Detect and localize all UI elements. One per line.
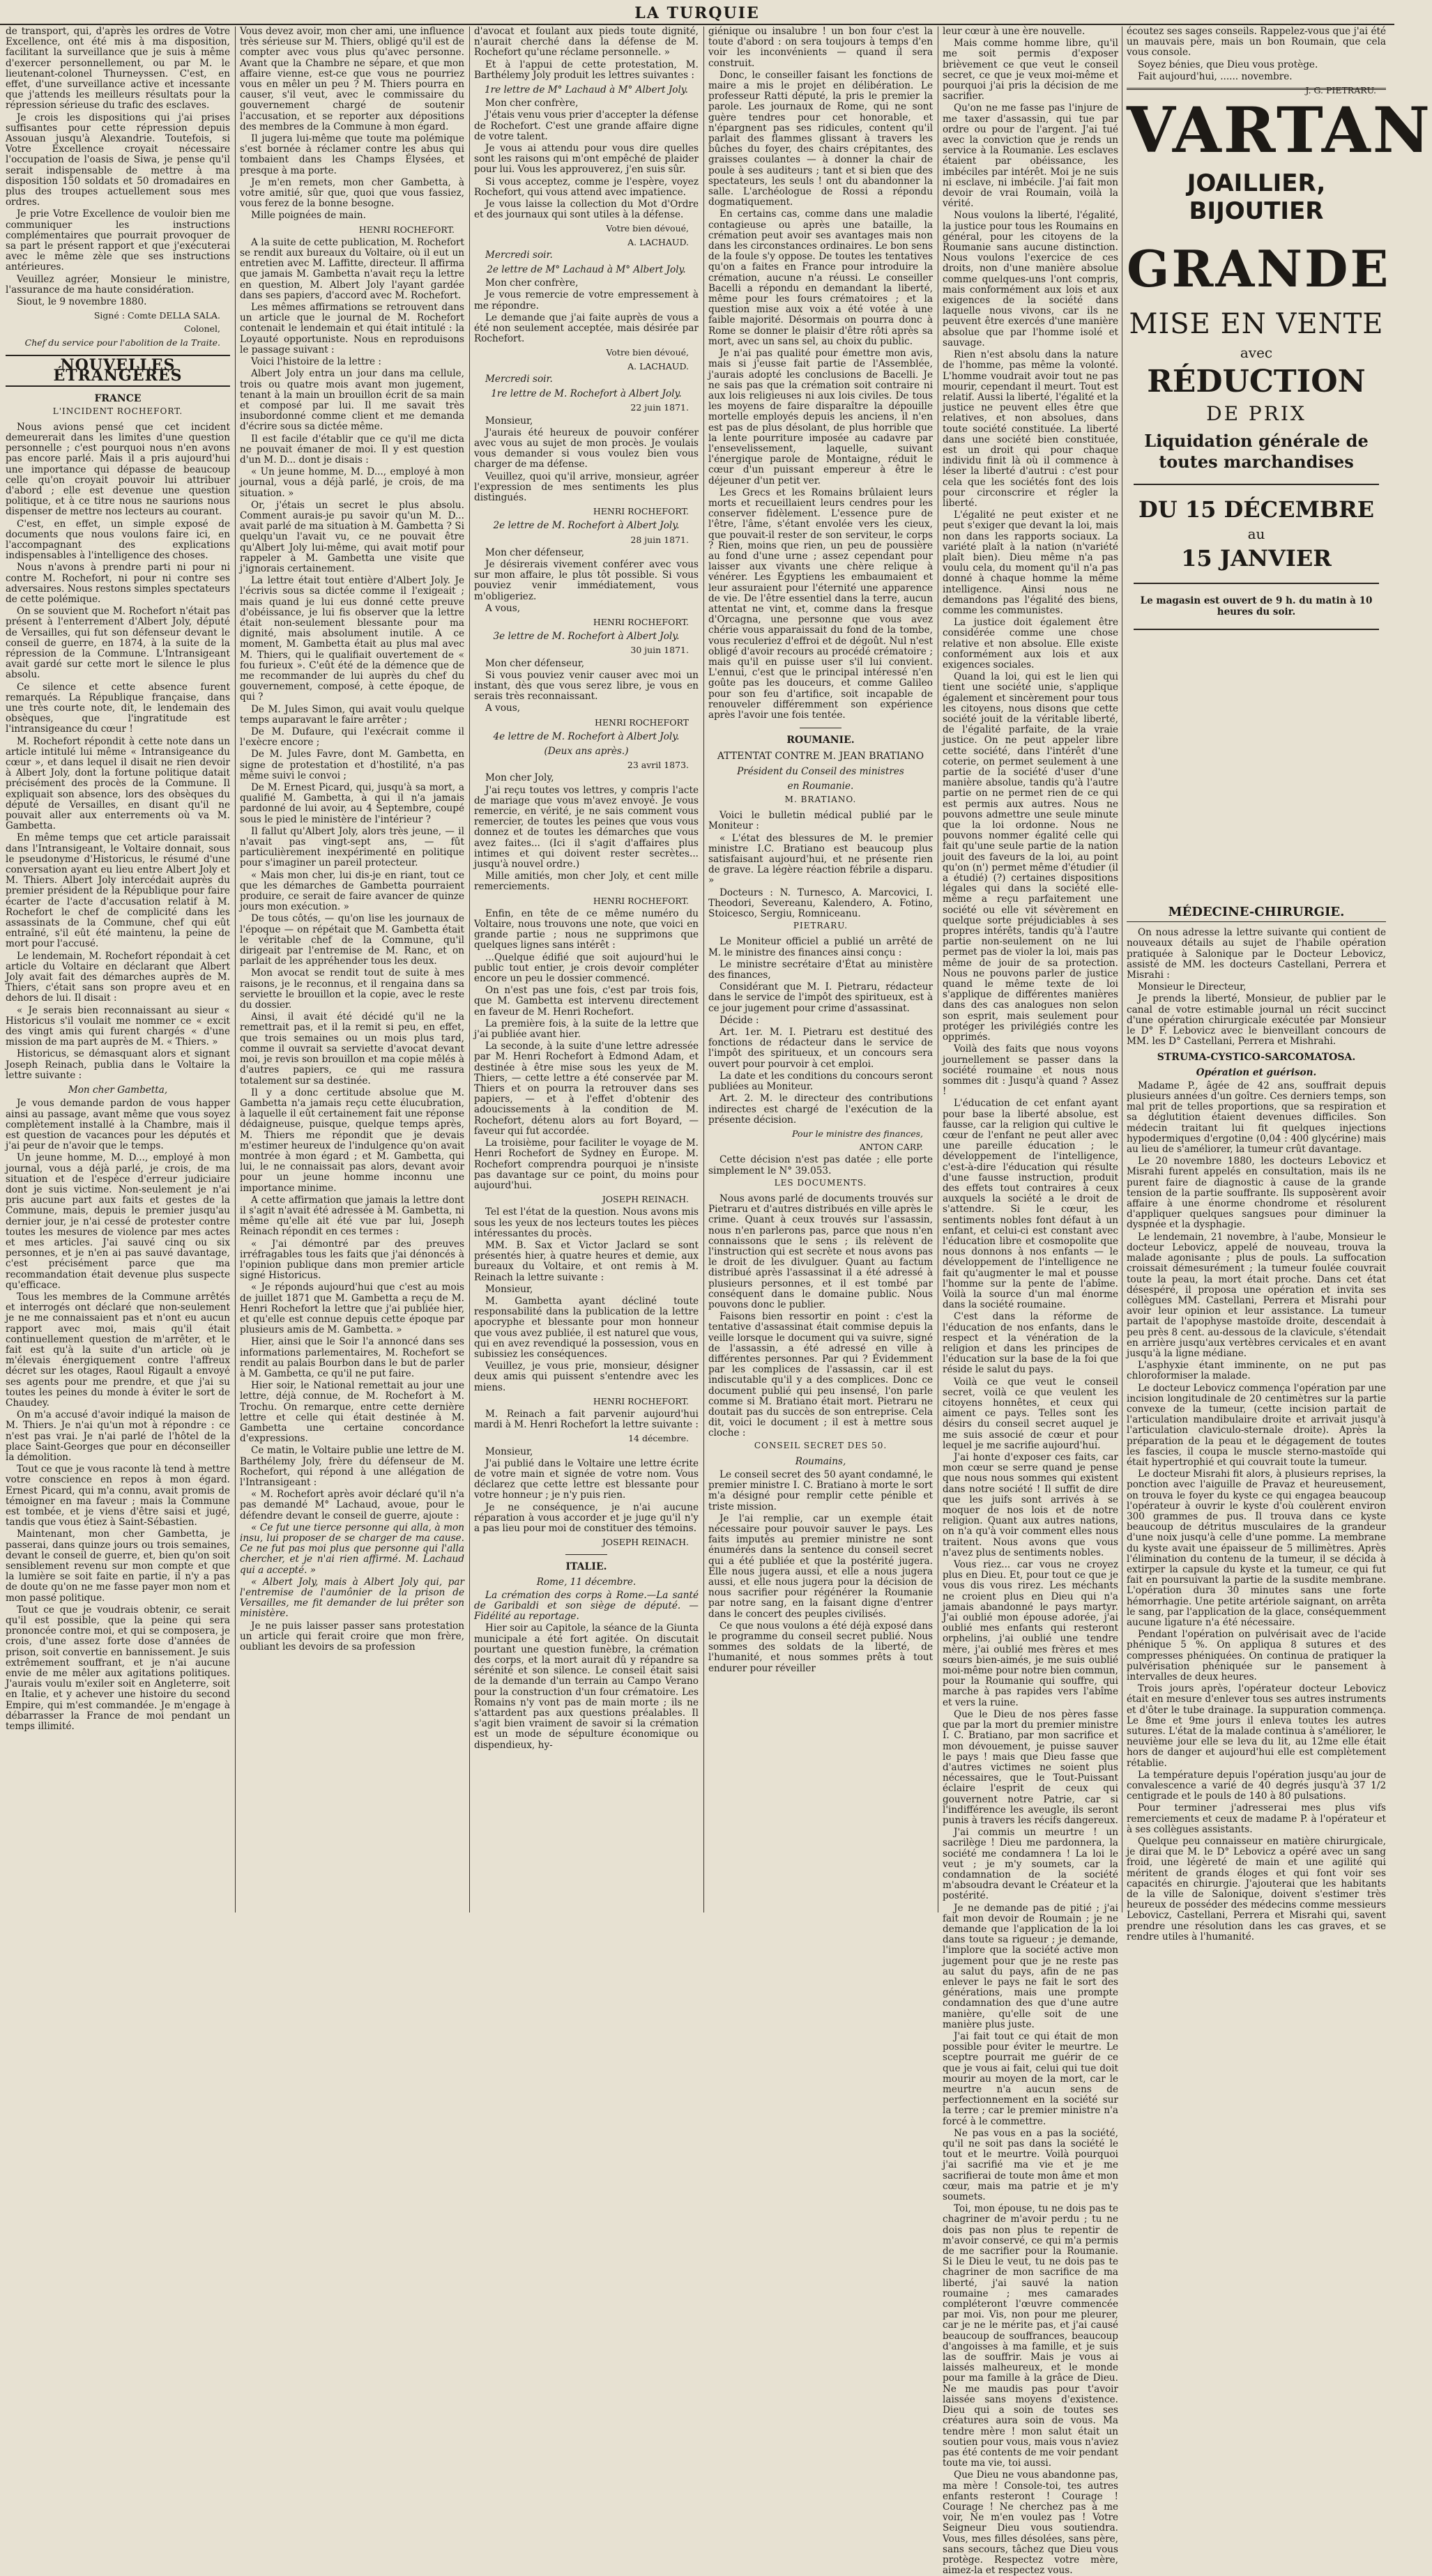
paragraph: J'étais venu vous prier d'accepter la défense de Rochefort. C'est une grande affaire digne de votre talent. bbox=[474, 109, 699, 142]
paragraph: Je désirerais vivement conférer avec vous sur mon affaire, le plus tôt possible. Si vous pouviez venir immédiatement, vous m'obligeriez. bbox=[474, 558, 699, 602]
letter-salutation: Monsieur, bbox=[485, 1446, 533, 1457]
paragraph: Voici le bulletin médical publié par le Moniteur : bbox=[708, 810, 933, 832]
paragraph: On m'a accusé d'avoir indiqué la maison de M. Thiers. Je n'ai qu'un mot à répondre : ce n'est pas vrai. Je n'ai parlé de l'hôtel de la place Saint-Georges que pour en déconseiller la démolition. bbox=[6, 1409, 230, 1463]
divider bbox=[1134, 629, 1379, 630]
ad-start-date: DU 15 DÉCEMBRE bbox=[1138, 496, 1374, 523]
ad-brand: VARTAN bbox=[1127, 93, 1432, 167]
dateline: 23 avril 1873. bbox=[627, 760, 689, 771]
paragraph: Je vous ai attendu pour vous dire quelles sont les raisons qui m'ont empêché de plaider pour lui. Vous les approuverez, j'en suis sûr. bbox=[474, 143, 699, 176]
paragraph: La première fois, à la suite de la lettre que j'ai publiée avant hier. bbox=[474, 1018, 699, 1041]
paragraph: Si vous pouviez venir causer avec moi un instant, dès que vous serez libre, je vous en serais très reconnaissant. bbox=[474, 669, 699, 703]
paragraph: La lettre était tout entière d'Albert Joly. Je l'écrivis sous sa dictée comme il l'exigeait ; mais quand je lui eus donné cette preuve d'obéissance, je lui fis observer que la lettre était non-seulement blessante pour ma dignité, mais absolument inutile. A ce moment, M. Gambetta était au plus mal avec M. Thiers, qui le qualifiait ouvertement de « fou furieux ». C'eût été de la démence que de me recommander de lui auprès du chef du gouvernement, composé, à cette époque, de qui ? bbox=[240, 575, 464, 703]
dateline: 30 juin 1871. bbox=[630, 645, 689, 656]
signature: A. LACHAUD. bbox=[627, 236, 689, 247]
letter-note: (Deux ans après.) bbox=[544, 745, 629, 757]
dateline: 28 juin 1871. bbox=[630, 534, 689, 545]
paragraph: Je vous laisse la collection du Mot d'Ordre et des journaux qui sont utiles à la défense. bbox=[474, 199, 699, 221]
quote: « J'ai démontré par des preuves irréfragables tous les faits que j'ai dénoncés à l'opinion publique dans mon premier article signé Historicus. bbox=[240, 1238, 464, 1282]
paragraph: L'égalité ne peut exister et ne peut s'exiger que devant la loi, mais non dans les rapports sociaux. La variété plaît à la nation (n'variété plaît bien). Dieu même n'a pas voulu cela, du moment qu'il n'a pas donné à chaque homme la même intelligence. Ainsi nous ne demandons pas l'égalité des biens, comme les communistes. bbox=[943, 509, 1118, 616]
paragraph: On se souvient que M. Rochefort n'était pas présent à l'enterrement d'Albert Joly, député de Versailles, qui fut son défenseur devant le conseil de guerre, en 1874, à la suite de la répression de la Commune. L'Intransigeant avait gardé sur cette mort le silence le plus absolu. bbox=[6, 606, 230, 681]
paragraph: L'éducation de cet enfant ayant pour base la liberté absolue, est fausse, car la religion qui cultive le cœur de l'enfant ne peut aller avec une pareille éducation ; le développement de l'intelligence, c'est-à-dire l'éducation qui résulte d'une fausse instruction, produit des effets tout contraires à ceux auxquels la société a le droit de s'attendre. Si le cœur, les sentiments nobles font défaut à un enfant, et celui-ci est constant avec l'éducation libre et cosmopolite que nous donnons à nos enfants — le développement de l'intelligence ne fait qu'augmenter le mal et pousse l'homme sur la pente de l'abîme. Voilà la source d'un mal énorme dans la société roumaine. bbox=[943, 1098, 1118, 1311]
letter-heading: 1re lettre de M° Lachaud à M° Albert Joly. bbox=[484, 84, 688, 96]
article-subheading: Président du Conseil des ministres bbox=[737, 765, 904, 777]
paragraph: Historicus, se démasquant alors et signant Joseph Reinach, publia dans le Voltaire la lettre suivante : bbox=[6, 1048, 230, 1081]
paragraph: Je crois les dispositions qui j'ai prises suffisantes pour cette répression depuis Assouan jusqu'à Alexandrie. Toutefois, si Votre Excellence croyait nécessaire l'occupation de l'oasis de Siwa, je pense qu'il serait indispensable de mettre à ma disposition 150 soldats et 50 dromadaires en plus des troupes actuellement sous mes ordres. bbox=[6, 112, 230, 208]
paragraph: Je ne conséquence, je n'ai aucune réparation à vous accorder et je juge qu'il n'y a pas lieu pour moi de constituer des témoins. bbox=[474, 1501, 699, 1534]
paragraph: Un jeune homme, M. D..., employé à mon journal, vous a déjà parlé, je crois, de ma situation et de l'espèce d'erreur judiciaire dont je suis victime. Non-seulement je n'ai pris aucune part aux faits et gestes de la Commune, mais, depuis le premier jusqu'au dernier jour, je n'ai cessé de protester contre toutes les mesures de violence par mes actes et mes articles. J'ai sauvé cinq ou six personnes, et je n'en ai pas sauvé davantage, c'est précisément parce que ma recommandation était devenue plus suspecte qu'efficace. bbox=[6, 1152, 230, 1291]
quote: « Ce fut une tierce personne qui alla, à mon insu, lui proposer de se charger de ma cause. Ce ne fut pas moi plus que personne qui l'alla chercher, et je n'ai rien affirmé. M. Lachaud qui a accepté. » bbox=[240, 1521, 464, 1576]
paragraph: Nous voulons la liberté, l'égalité, la justice pour tous les Roumains en général, pour les citoyens de la Roumanie sans aucune distinction. Nous voulons l'exercice de ces droits, non d'une manière absolue comme quelques-uns l'ont compris, mais conformément aux lois et aux exigences de la société dans laquelle nous vivons, car ils ne peuvent être exercés d'une manière absolue que par l'homme isolé et sauvage. bbox=[943, 210, 1118, 348]
paragraph: Pour terminer j'adresserai mes plus vifs remerciements et ceux de madame P. à l'opérateur et à ses collègues assistants. bbox=[1127, 1802, 1386, 1835]
paragraph: M. Rochefort répondit à cette note dans un article intitulé lui même « Intransigeance du cœur », et dans lequel il disait ne rien devoir à Albert Joly, dont la fortune politique datait précisément des procès de la Commune. Il expliquait son absence, lors des obsèques du député de Versailles, en disant qu'il ne pouvait aller aux enterrements où va M. Gambetta. bbox=[6, 735, 230, 832]
paragraph: Le ministre secrétaire d'État au ministère des finances, bbox=[708, 958, 933, 981]
signature: J. G. PIETRARU. bbox=[1305, 85, 1376, 96]
paragraph: Tous les membres de la Commune arrêtés et interrogés ont déclaré que non-seulement je ne me connaissaient pas et n'ont eu aucun rapport avec moi, mais qu'il était continuellement question de m'arrêter, et le fait est qu'à la suite d'un article où je m'élevais énergiquement contre l'affreux décret sur les otages, Raoul Rigault a envoyé ses agents pour me prendre, et que j'ai su toutes les peines du monde à éviter le sort de Chaudey. bbox=[6, 1291, 230, 1409]
paragraph: Madame P., âgée de 42 ans, souffrait depuis plusieurs années d'un goître. Ces derniers temps, son mal prit de telles proportions, que sa respiration et sa déglutition étaient devenues difficiles. Son médecin traitant lui fit quelques injections hypodermiques d'ergotine (0,04 : 400 glycérine) mais au lieu de s'améliorer, la tumeur crût davantage. bbox=[1127, 1080, 1386, 1156]
ad-reduction: RÉDUCTION bbox=[1147, 364, 1366, 399]
paragraph: Toi, mon épouse, tu ne dois pas te chagriner de m'avoir perdu ; tu ne dois pas non plus te repentir de m'avoir conservé, ce qui m'a permis de me sacrifier pour la Roumanie. Si le Dieu le veut, tu ne dois pas te chagriner de mon sacrifice de ma liberté, j'ai sauvé la nation roumaine ; mes camarades compléteront l'œuvre commencée par moi. Vis, non pour me pleurer, car je ne le mérite pas, et j'ai causé beaucoup de souffrances, beaucoup d'angoisses à ma famille, et je suis las de souffrir. Mais je vous ai laissés malheureux, et le monde pour ma famille à la grâce de Dieu. Ne me maudis pas pour t'avoir laissée sans moyens d'existence. Dieu qui a soin de toutes ses créatures aura soin de vous. Ma tendre mère ! mon salut était un soutien pour vous, mais vous n'aviez pas été contents de me voir pendant toute ma vie, toi aussi. bbox=[943, 2203, 1118, 2469]
article-subheading: PIETRARU. bbox=[793, 921, 848, 931]
section-heading: NOUVELLES ÉTRANGÈRES bbox=[6, 355, 230, 387]
paragraph: J'ai publié dans le Voltaire une lettre écrite de votre main et signée de votre nom. Vous déclarez que cette lettre est blessante pour votre honneur ; je n'y puis rien. bbox=[474, 1457, 699, 1501]
dateline: Siout, le 9 novembre 1880. bbox=[17, 296, 147, 308]
signature: A. LACHAUD. bbox=[627, 360, 689, 371]
paragraph: La seconde, à la suite d'une lettre adressée par M. Henri Rochefort à Edmond Adam, et destinée à être mise sous les yeux de M. Thiers, — cette lettre a été conservée par M. Thiers et on pourra la retrouver dans ses papiers, — et à l'effet d'obtenir des adoucissements à la condition de M. Rochefort, détenu alors au fort Boyard, — faveur qui fut accordée. bbox=[474, 1041, 699, 1137]
paragraph: Docteurs : N. Turnesco, A. Marcovici, I. Theodori, Severeanu, Kalendero, A. Fotino, Stoicesco, Sergiu, Romniceanu. bbox=[708, 887, 933, 920]
paragraph: Il fallut qu'Albert Joly, alors très jeune, — il n'avait pas vingt-sept ans, — fût particulièrement inexpérimenté en politique pour s'imaginer un pareil protecteur. bbox=[240, 825, 464, 869]
paragraph: Mon avocat se rendit tout de suite à mes raisons, je le reconnus, et il rengaina dans sa serviette le brouillon et la copie, avec le reste du dossier. bbox=[240, 967, 464, 1011]
column-2 bbox=[240, 26, 464, 1912]
paragraph: En certains cas, comme dans une maladie contagieuse ou après une bataille, la crémation peut avoir ses avantages mais non dans les circonstances ordinaires. Le bon sens de la foule s'y oppose. De toutes les tentatives qu'on a faites en France pour introduire la crémation, aucune n'a réussi. Le conseiller Bacelli a répondu en demandant la liberté, même pour les fours crématoires ; et la question mise aux voix a été votée à une faible majorité. Désormais on pourra donc à Rome se donner le plaisir d'être rôti après sa mort, avec un sans sel, au choix du public. bbox=[708, 208, 933, 347]
paragraph: Voici l'histoire de la lettre : bbox=[251, 356, 382, 368]
ad-end-date: 15 JANVIER bbox=[1181, 545, 1332, 572]
paragraph: Ce silence et cette absence furent remarqués. La République française, dans une très courte note, dit, le lendemain des obsèques, que l'ingratitude est l'intransigeance du cœur ! bbox=[6, 681, 230, 735]
paragraph: Je prie Votre Excellence de vouloir bien me communiquer les instructions complémentaires que pourrait provoquer de sa part le présent rapport et que j'exécuterai avec le même zèle que ses instructions antérieures. bbox=[6, 208, 230, 273]
article-subheading: CONSEIL SECRET DES 50. bbox=[754, 1440, 888, 1450]
quote: « L'état des blessures de M. le premier ministre I.C. Bratiano est beaucoup plus satisfaisant aujourd'hui, et ne présente rien de grave. La légère réaction fébrile a disparu. » bbox=[708, 832, 933, 887]
signature-title: Chef du service pour l'abolition de la Traite. bbox=[24, 337, 220, 348]
paragraph: Mille poignées de main. bbox=[251, 210, 366, 222]
paragraph: Voilà des faits que nous voyons journellement se passer dans la société roumaine et nous nous sommes dit : Jusqu'à quand ? Assez ! bbox=[943, 1043, 1118, 1098]
column-4 bbox=[708, 26, 933, 1912]
paragraph: Soyez bénies, que Dieu vous protège. bbox=[1138, 59, 1318, 70]
paragraph: Qu'on ne me fasse pas l'injure de me taxer d'assassin, qui tue par ordre ou pour de l'argent. J'ai tué avec la conviction que je rends un service à la Roumanie. Les esclaves étaient par obéissance, les imbéciles par intérêt. Moi je ne suis ni esclave, ni imbécile. J'ai fait mon devoir de vrai Roumain, voilà la vérité. bbox=[943, 102, 1118, 210]
newspaper-title: LA TURQUIE bbox=[634, 4, 760, 22]
paragraph: Or, j'étais un secret le plus absolu. Comment aurais-je pu savoir qu'un M. D... avait parlé de ma situation à M. Gambetta ? Si quelqu'un l'avait vu, ce ne pouvait être qu'Albert Joly lui-même, qui avait motif pour rappeler à M. Gambetta une visite que j'ignorais certainement. bbox=[240, 499, 464, 574]
article-heading: L'INCIDENT ROCHEFORT. bbox=[52, 406, 183, 416]
paragraph: Quelque peu connaisseur en matière chirurgicale, je dirai que M. le D° Lebovicz a opéré avec un sang froid, une légèreté de main et une agilité qui méritent de grands éloges et qui font voir ses capacités en chirurgie. J'ajouterai que les habitants de la ville de Salonique, doivent s'estimer très heureux de posséder des médecins comme messieurs Lebovicz, Castellani, Perrera et Misrahi qui, savent prendre une résolution dans les cas graves, et se rendre utiles à l'humanité. bbox=[1127, 1836, 1386, 1942]
signature: HENRI ROCHEFORT. bbox=[593, 1395, 689, 1406]
article-subheading: M. BRATIANO. bbox=[784, 795, 857, 805]
signature: HENRI ROCHEFORT bbox=[595, 716, 689, 728]
vartan-advertisement bbox=[1127, 88, 1432, 891]
paragraph: Considérant que M. I. Pietraru, rédacteur dans le service de l'impôt des spiritueux, est à ce jour jugement pour crime d'assassinat. bbox=[708, 981, 933, 1014]
letter-salutation: Mon cher confrère, bbox=[485, 277, 579, 289]
paragraph: Tout ce que je vous raconte là tend à mettre votre conscience en repos à mon égard. Ernest Picard, qui m'a connu, avait promis de témoigner en ma faveur ; mais la Commune est tombée, et je viens d'être saisi et jugé, tandis que vous étiez à Saint-Sébastien. bbox=[6, 1464, 230, 1528]
paragraph: Mille amitiés, mon cher Joly, et cent mille remerciements. bbox=[474, 871, 699, 893]
paragraph: Veuillez agréer, Monsieur le ministre, l'assurance de ma haute considération. bbox=[6, 273, 230, 296]
paragraph: M. Reinach a fait parvenir aujourd'hui mardi à M. Henri Rochefort la lettre suivante : bbox=[474, 1408, 699, 1431]
letter-salutation: Monsieur, bbox=[485, 415, 533, 427]
signature: HENRI ROCHEFORT. bbox=[593, 506, 689, 517]
paragraph: En même temps que cet article paraissait dans l'Intransigeant, le Voltaire donnait, sous le pseudonyme d'Historicus, le résumé d'une conversation ayant eu lieu entre Albert Joly et M. Thiers. Albert Joly intercédait auprès du premier président de la République pour faire écarter de l'acte d'accusation relatif à M. Rochefort le chef de complicité dans les assassinats de la Commune, chef qui eût entraîné, s'il eût été maintenu, la peine de mort pour l'accusé. bbox=[6, 832, 230, 950]
paragraph: Il est facile d'établir que ce qu'il me dicta ne pouvait émaner de moi. Il y est question d'un M. D... dont je disais : bbox=[240, 433, 464, 466]
signature-title: Pour le ministre des finances, bbox=[792, 1128, 923, 1139]
paragraph: Art. 1er. M. I. Pietraru est destitué des fonctions de rédacteur dans le service de l'impôt des spiritueux, et un concours sera ouvert pour pourvoir à cet emploi. bbox=[708, 1027, 933, 1070]
paragraph: On nous adresse la lettre suivante qui contient de nouveaux détails au sujet de l'habile opération pratiquée à Salonique par le Docteur Lebovicz, assisté de MM. les docteurs Castellani, Perrera et Misrahi : bbox=[1127, 927, 1386, 981]
paragraph: La date et les conditions du concours seront publiées au Moniteur. bbox=[708, 1070, 933, 1093]
letter-heading: 2e lettre de M° Lachaud à M° Albert Joly. bbox=[487, 264, 686, 276]
paragraph: Je n'ai pas qualité pour émettre mon avis, mais si j'eusse fait partie de l'Assemblée, j'aurais adopté les conclusions de Bacelli. Je ne sais pas que la crémation soit contraire ni aux lois religieuses ni aux lois civiles. De tous les moyens de faire disparaître la dépouille mortelle employés depuis les anciens, il n'en est pas de plus désolant, de plus horrible que la lente pourriture imposée au cadavre par l'ensevelissement, laquelle, suivant l'énergique parole de Montaigne, réduit le cœur d'un puissant empereur à être le déjeuner d'un petit ver. bbox=[708, 348, 933, 486]
letter-salutation: Mon cher confrère, bbox=[485, 98, 579, 109]
paragraph: C'est dans la réforme de l'éducation de nos enfants, dans le respect et la vénération de la religion et dans les principes de l'éducation sur la base de la foi que réside le salut du pays. bbox=[943, 1311, 1118, 1376]
column-rule bbox=[469, 26, 470, 1912]
paragraph: A la suite de cette publication, M. Rochefort se rendit aux bureaux du Voltaire, où il eut un entretien avec M. Laffitte, directeur. Il affirma que jamais M. Gambetta n'avait reçu la lettre en question, M. Albert Joly l'ayant gardée dans ses papiers, d'accord avec M. Rochefort. bbox=[240, 236, 464, 301]
paragraph: A cette affirmation que jamais la lettre dont il s'agit n'avait été adressée à M. Gambetta, ni même qu'elle ait été vue par lui, Joseph Reinach répondit en ces termes : bbox=[240, 1194, 464, 1238]
paragraph: Décide : bbox=[719, 1014, 759, 1026]
paragraph: Les mêmes affirmations se retrouvent dans un article que le journal de M. Rochefort contenait le lendemain et qui était intitulé : la Loyauté opportuniste. Nous en reproduisons le passage suivant : bbox=[240, 302, 464, 355]
paragraph: Je vous demande pardon de vous happer ainsi au passage, avant même que vous soyez complètement installé à la Chambre, mais il est question de vacances pour les députés et j'ai peur de n'avoir que le temps. bbox=[6, 1098, 230, 1152]
paragraph: Ce matin, le Voltaire publie une lettre de M. Barthélemy Joly, frère du défenseur de M. Rochefort, qui répond à une allégation de l'Intransigeant : bbox=[240, 1445, 464, 1489]
paragraph: Vous devez avoir, mon cher ami, une influence très sérieuse sur M. Thiers, obligé qu'il est de compter avec vous plus qu'avec personne. Avant que la Chambre ne sépare, et que mon affaire vienne, est-ce que vous ne pourriez vous en mêler un peu ? M. Thiers pourra en causer, s'il veut, avec le commissaire du gouvernement chargé de soutenir l'accusation, et se reporter aux dépositions des membres de la Commune à mon égard. bbox=[240, 26, 464, 132]
paragraph: Nous avons parlé de documents trouvés sur Pietraru et d'autres distribués en ville après le crime. Quant à ceux trouvés sur l'assassin, nous n'en parlerons pas, parce que nous n'en connaissons que le sens ; ils relèvent de l'instruction qui est secrète et nous avons pas le droit de les divulguer. Quant au factum distribué après l'assassinat il a été adressé à plusieurs personnes, et il est tombé par conséquent dans le domaine public. Nous pouvons donc le publier. bbox=[708, 1193, 933, 1310]
signature: ANTON CARP. bbox=[859, 1142, 923, 1153]
paragraph: Rien n'est absolu dans la nature de l'homme, pas même la volonté. L'homme voudrait avoir tout ne pas mourir, cependant il meurt. Tout est relatif. Aussi la liberté, l'égalité et la justice ne peuvent elles être que relatives, et non absolues, dans toute société constituée. La liberté dans une société bien constituée, est un droit qui pour chaque individu finit là où il commence à léser la liberté d'autrui : c'est pour cela que les sociétés font des lois pour circonscrire et régler la liberté. bbox=[943, 349, 1118, 509]
paragraph: Nous n'avons à prendre parti ni pour ni contre M. Rochefort, ni pour ni contre ses adversaires. Nous restons simples spectateurs de cette polémique. bbox=[6, 562, 230, 605]
medical-column bbox=[1127, 901, 1386, 1942]
paragraph: ...Quelque édifié que soit aujourd'hui le public tout entier, je crois devoir compléter encore un peu le dossier commencé. bbox=[474, 951, 699, 985]
signature: HENRI ROCHEFORT. bbox=[358, 224, 455, 235]
paragraph: Je l'ai remplie, car un exemple était nécessaire pour pouvoir sauver le pays. Les faits imputés au premier ministre ne sont énumérés dans la sentence du conseil secret qui a été publiée et que la postérité jugera. Elle nous jugera aussi, et elle a nous jugera aussi, et elle nous jugera pour la décision de nous sacrifier pour régénérer la Roumanie par notre sang, en la faisant digne d'entrer dans le concert des peuples civilisés. bbox=[708, 1512, 933, 1620]
paragraph: Il y a donc certitude absolue que M. Gambetta n'a jamais reçu cette élucubration, à laquelle il eût certainement fait une réponse dédaigneuse, puisque, quelque temps après, M. Thiers me répondit que je devais m'estimer heureux de l'indulgence qu'on avait montrée à mon égard ; et M. Gambetta, qui lui, le ne connaissait pas alors, devant avoir pour un jeune homme inconnu une importance minime. bbox=[240, 1087, 464, 1194]
paragraph: J'ai fait tout ce qui était de mon possible pour éviter le meurtre. Le sceptre pourrait me guérir de ce que je vous ai fait, celui qui tue doit mourir au moyen de la mort, car le meurtre n'a aucun sens de perfectionnement en la société sur la terre ; car le premier ministre n'a forcé à le commettre. bbox=[943, 2030, 1118, 2127]
quote: « Albert Joly, mais à Albert Joly qui, par l'entremise de l'aumônier de la prison de Versailles, me fit demander de lui prêter son ministère. bbox=[240, 1576, 464, 1620]
paragraph: Quand la loi, qui est le lien qui tient une société unie, s'applique également et sincèrement pour tous les citoyens, nous disons que cette société jouit de la véritable liberté, de l'égalité parfaite, de la vraie justice. On ne peut appeler libre cette société, dans l'intérêt d'une coterie, on permet seulement à une partie de la société d'user d'une manière absolue, tandis qu'à l'autre partie on ne permet rien de ce qui est permis aux autres. Nous ne pouvons admettre une seule minute que la loi ordonne. Nous ne pouvons nommer égalité celle qui fait qu'une seule partie de la nation jouit des faveurs de la loi, au point qu'on (n') permet même d'étudier (il a étudié) (?) certaines dispositions légales qui dans la société elle-même a reçu parfaitement une société ou elle vit sévèrement en quelque sorte préjudiciables à ses propres intérêts, tandis qu'à l'autre partie non-seulement on ne lui permet pas de violer la loi, mais pas même de jouir de sa protection. Nous ne pouvons parler de justice quand le même texte de loi s'applique de différentes manières dans des cas analogues non selon son esprit, mais seulement pour protéger les privilégiés contre les opprimés. bbox=[943, 671, 1118, 1043]
country-heading: ROUMANIE. bbox=[786, 735, 855, 746]
quote: « Je serais bien reconnaissant au sieur « Historicus s'il voulait me nommer ce « excit des vingt amis qui furent chargés « d'une mission de ma part auprès de M. « Thiers. » bbox=[6, 1004, 230, 1048]
signature: JOSEPH REINACH. bbox=[602, 1194, 689, 1205]
paragraph: Je prends la liberté, Monsieur, de publier par le canal de votre estimable journal un récit succinct d'une opération chirurgicale exécutée par Monsieur le D° F. Lebovicz avec le bienveillant concours de MM. les D° Castellani, Perrera et Mishrahi. bbox=[1127, 993, 1386, 1048]
paragraph: Le docteur Lebovicz commença l'opération par une incision longitudinale de 20 centimètres sur la partie convexe de la tumeur, (cette incision partait de l'articulation mandibulaire droite et arrivait jusqu'à l'articulation claviculo-sternale droite). Après la préparation de la peau et le dégagement de toutes les fascies, il coupa le muscle sterno-mastoïde qui était hypertrophié et qui couvrait toute la tumeur. bbox=[1127, 1382, 1386, 1468]
article-heading: ATTENTAT CONTRE M. JEAN BRATIANO bbox=[717, 751, 924, 762]
paragraph: Hier soir au Capitole, la séance de la Giunta municipale a été fort agitée. On discutait pourtant une question funèbre, la crémation des corps, et la mort aurait dû y répandre sa sérénité et son silence. Le conseil était saisi de la demande d'un terrain au Campo Verano pour la construction d'un four crématoire. Les Romains n'y vont pas de main morte ; ils ne s'attardent pas aux questions préalables. Il s'agit bien vraiment de savoir si la crémation est un mode de sépulture économique ou dispendieux, hy- bbox=[474, 1623, 699, 1751]
paragraph: Albert Joly entra un jour dans ma cellule, trois ou quatre mois avant mon jugement, tenant à la main un brouillon écrit de sa main et composé par lui. Il me savait très insubordonné comme client et me demanda d'écrire sous sa dictée même. bbox=[240, 368, 464, 433]
paragraph: Ainsi, il avait été décidé qu'il ne la remettrait pas, et il la remit si peu, en effet, que trois semaines ou un mois plus tard, comme il ouvrait sa serviette d'avocat devant moi, je revis son brouillon et ma copie mêlés à d'autres papiers, ce qui me rassura totalement sur sa destinée. bbox=[240, 1011, 464, 1087]
paragraph: J'ai reçu toutes vos lettres, y compris l'acte de mariage que vous m'avez envoyé. Je vous remercie, en vérité, je ne sais comment vous remercier, de toutes les peines que vous vous donnez et de toutes les démarches que vous avez faites... (Ici il s'agit d'affaires plus intimes et qui doivent rester secrètes... jusqu'à nouvel ordre.) bbox=[474, 784, 699, 871]
paragraph: M. Gambetta ayant décliné toute responsabilité dans la publication de la lettre apocryphe et blessante pour mon honneur que vous avez publiée, il est naturel que vous, qui en avez revendiqué la possession, vous en subissiez les conséquences. bbox=[474, 1295, 699, 1360]
paragraph: d'avocat et foulant aux pieds toute dignité, n'aurait cherché dans la défense de M. Rochefort qu'une réclame personnelle. » bbox=[474, 26, 699, 59]
letter-heading: 1re lettre de M. Rochefort à Albert Joly. bbox=[491, 388, 682, 400]
paragraph: A vous, bbox=[485, 703, 521, 714]
article-heading: STRUMA-CYSTICO-SARCOMATOSA. bbox=[1157, 1052, 1356, 1064]
signature: JOSEPH REINACH. bbox=[602, 1537, 689, 1548]
paragraph: Si vous acceptez, comme je l'espère, voyez Rochefort, qui vous attend avec impatience. bbox=[474, 176, 699, 198]
country-heading: ITALIE. bbox=[565, 1561, 607, 1573]
paragraph: Pendant l'opération on pulvérisait avec de l'acide phénique 5 %. On appliqua 8 sutures et des compresses phéniquées. On continua de pratiquer la pulvérisation phéniquée sur le pansement à intervalles de deux heures. bbox=[1127, 1629, 1386, 1683]
ad-subheadline: MISE EN VENTE bbox=[1129, 308, 1384, 340]
ad-connector: avec bbox=[1240, 344, 1273, 361]
paragraph: leur cœur à une ère nouvelle. bbox=[943, 26, 1086, 37]
letter-salutation: Mon cher défenseur, bbox=[485, 657, 585, 669]
letter-salutation: Mon cher Gambetta, bbox=[68, 1084, 168, 1096]
paragraph: Faisons bien ressortir en point : c'est la tentative d'assassinat était commise depuis la veille lorsque le document qui va suivre, signé de l'assassin, a été adressé en ville à différentes personnes. Par qui ? Évidemment par les complices de l'assassin, car il est indiscutable qu'il y a des complices. Donc ce document publié qui peu insensé, l'on parle comme si M. Bratiano était mort. Pietraru ne doutait pas du succès de son entreprise. Cela dit, voici le document ; il est à mettre sous cloche : bbox=[708, 1311, 933, 1439]
quote: « Mais mon cher, lui dis-je en riant, tout ce que les démarches de Gambetta pourraient produire, ce serait de faire avancer de quinze jours mon exécution. » bbox=[240, 869, 464, 913]
paragraph: De M. Jules Simon, qui avait voulu quelque temps auparavant le faire arrêter ; bbox=[240, 703, 464, 726]
paragraph: Je m'en remets, mon cher Gambetta, à votre amitié, sûr que, quoi que vous fassiez, vous ferez de la bonne besogne. bbox=[240, 176, 464, 210]
divider bbox=[565, 1554, 607, 1555]
paragraph: Voilà ce que veut le conseil secret, voilà ce que veulent les citoyens honnêtes, et ceux qui aiment ce pays. Telles sont les désirs du conseil secret auquel je me suis associé de cœur et pour lequel je me sacrifie aujourd'hui. bbox=[943, 1376, 1118, 1451]
paragraph: Le 20 novembre 1880, les docteurs Lebovicz et Misrahi furent appelés en consultation, mais ils ne purent faire de diagnostic à cause de la grande tension de la partie souffrante. Ils supposèrent avoir affaire à une énorme chondrome et résolurent d'appliquer quelques sangsues pour diminuer la dyspnée et la dysphagie. bbox=[1127, 1156, 1386, 1231]
paragraph: Je vous remercie de votre empressement à me répondre. bbox=[474, 289, 699, 312]
paragraph: Que le Dieu de nos pères fasse que par la mort du premier ministre I. C. Bratiano, par mon sacrifice et mon dévouement, je puisse sauver le pays ! mais que Dieu fasse que d'autres victimes ne soient plus nécessaires, que le Tout-Puissant éclaire l'esprit de ceux qui gouvernent notre Patrie, car si l'indifférence les aveugle, ils seront punis à travers les récifs dangereux. bbox=[943, 1708, 1118, 1826]
column-5 bbox=[943, 26, 1118, 2576]
paragraph: J'aurais été heureux de pouvoir conférer avec vous au sujet de mon procès. Je voulais vous demander si vous voulez bien vous charger de ma défense. bbox=[474, 427, 699, 470]
dateline: 14 décembre. bbox=[628, 1433, 689, 1444]
paragraph: Hier soir, le National remettait au jour une lettre, déjà connue, de M. Rochefort à M. Trochu. On remarque, entre cette dernière lettre et celle qui était destinée à M. Gambetta une certaine concordance d'expressions. bbox=[240, 1380, 464, 1445]
paragraph: Le docteur Misrahi fit alors, à plusieurs reprises, la ponction avec l'aiguille de Pravaz et heureusement, on trouva le foyer du kyste ce qui engagea beaucoup l'opérateur à ouvrir le kyste d'où coulèrent environ 300 grammes de pus. Il trouva dans ce kyste beaucoup de détritus musculaires de la grandeur d'une noix jusqu'à celle d'une pomme. La membrane du kyste avait une épaisseur de 5 millimètres. Après l'élimination du contenu de la tumeur, il se décida à extirper la capsule du kyste et la tumeur, ce qui fut fait en poursuivant la partie de la susdite membrane. L'opération dura 30 minutes sans une forte hémorrhagie. Une petite artériole saignant, on arrêta le sang, par l'application de la glace, conséquemment aucune ligature n'a été nécessaire. bbox=[1127, 1469, 1386, 1628]
paragraph: L'asphyxie étant imminente, on ne put pas chloroformiser la malade. bbox=[1127, 1360, 1386, 1382]
section-heading: MÉDECINE-CHIRURGIE. bbox=[1127, 907, 1386, 922]
newspaper-page bbox=[6, 26, 1432, 2576]
dateline: Mercredi soir. bbox=[485, 373, 553, 385]
paragraph: Le conseil secret des 50 ayant condamné, le premier ministre I. C. Bratiano à morte le sort m'a désigné pour remplir cette pénible et triste mission. bbox=[708, 1469, 933, 1512]
paragraph: Nous avions pensé que cet incident demeurerait dans les limites d'une question personnelle ; c'est pourquoi nous n'en avons pas encore parlé. Mais il a pris aujourd'hui une importance qui dépasse de beaucoup celle qu'on croyait pouvoir lui attribuer d'abord ; elle est devenue une question politique, et à ce titre nous ne saurions nous dispenser de mettre nos lecteurs au courant. bbox=[6, 421, 230, 518]
ad-liquidation: Liquidation générale de toutes marchandises bbox=[1144, 431, 1369, 472]
paragraph: A vous, bbox=[485, 602, 521, 614]
paragraph: On n'est pas une fois, c'est par trois fois, que M. Gambetta est intervenu directement en faveur de M. Henri Rochefort. bbox=[474, 985, 699, 1018]
divider bbox=[1134, 484, 1379, 485]
paragraph: Cette décision n'est pas datée ; elle porte simplement le N° 39.053. bbox=[708, 1154, 933, 1176]
ad-headline: GRANDE bbox=[1127, 239, 1391, 298]
letter-salutation: Mon cher défenseur, bbox=[485, 546, 585, 558]
paragraph: Que Dieu ne vous abandonne pas, ma mère ! Console-toi, tes autres enfants resteront ! Courage ! Courage ! Ne cherchez pas à me voir, Ne m'en voulez pas ! Votre Seigneur Dieu vous soutiendra. Vous, mes filles désolées, sans père, sans secours, tâchez que Dieu vous protège. Respectez votre mère, aimez-la et respectez vous. bbox=[943, 2469, 1118, 2576]
dateline: Mercredi soir. bbox=[485, 249, 553, 261]
paragraph: Le lendemain, 21 novembre, à l'aube, Monsieur le docteur Lebovicz, appelé de nouveau, trouva la malade agonisante ; plus de pouls. La suffocation croissait démesurément ; la tumeur foulée couvrait toute la peau, la mort était proche. Dans cet état désespéré, il proposa une opération et invita ses collègues MM. Castellani, Perrera et Misrahi pour avoir leur opinion et leur assistance. La tumeur partait de l'apophyse mastoïde droite, descendait à peu près 8 cent. au-dessous de la clavicule, s'étendait en arrière jusqu'aux vertèbres cervicales et en avant jusqu'à la ligne médiane. bbox=[1127, 1231, 1386, 1359]
dateline: 22 juin 1871. bbox=[630, 402, 689, 413]
paragraph: Maintenant, mon cher Gambetta, je passerai, dans quinze jours ou trois semaines, devant le conseil de guerre, et, bien qu'on soit sensiblement revenu sur mon compte et que la lumière se soit faite en partie, il n'y a pas de doute qu'on ne me fasse payer mon nom et mon passé politique. bbox=[6, 1528, 230, 1604]
masthead bbox=[0, 0, 1394, 25]
article-subheading: Opération et guérison. bbox=[1196, 1066, 1317, 1078]
paragraph: Il jugera lui-même que toute ma polémique s'est bornée à réclamer contre les abus qui tombaient dans les Champs Élysées, et presque à ma porte. bbox=[240, 133, 464, 176]
column-rule bbox=[703, 26, 704, 1912]
quote: « Un jeune homme, M. D..., employé à mon journal, vous a déjà parlé, je crois, de ma situation. » bbox=[240, 466, 464, 499]
paragraph: La troisième, pour faciliter le voyage de M. Henri Rochefort de Sydney en Europe. M. Rochefort comprendra pourquoi je n'insiste pas davantage sur ce point, du moins pour aujourd'hui. bbox=[474, 1137, 699, 1191]
signature-rank: Colonel, bbox=[183, 323, 220, 335]
column-3 bbox=[474, 26, 699, 1912]
paragraph: Trois jours après, l'opérateur docteur Lebovicz était en mesure d'enlever tous ses autres instruments et d'ôter le tube drainage. Ia suppuration commença. Le 8me et 9me jours il enleva toutes les autres sutures. L'état de la malade continua à s'améliorer, le neuvième jour elle se leva du lit, au 12me elle était hors de danger et aujourd'hui elle est complètement rétablie. bbox=[1127, 1683, 1386, 1769]
paragraph: Donc, le conseiller faisant les fonctions de maire a mis le projet en délibération. Le professeur Ratti député, la pris le premier la parole. Les journaux de Rome, qui ne sont guère tendres pour cet honorable, et n'épargnent pas ses ridicules, content qu'il parlait des flammes glissant à travers les bûches du foyer, des chairs crépitantes, des graisses coulantes — à donner la chair de poule à ses auditeurs ; tant et si bien que des spectateurs, les seuls ! ont du abandonner la salle. L'archéologue de Rossi a répondu dogmatiquement. bbox=[708, 69, 933, 208]
paragraph: Enfin, en tête de ce même numéro du Voltaire, nous trouvons une note, que voici en grande partie ; nous ne supprimons que quelques lignes sans intérêt : bbox=[474, 907, 699, 951]
paragraph: Tel est l'état de la question. Nous avons mis sous les yeux de nos lecteurs toutes les pièces intéressantes du procès. bbox=[474, 1206, 699, 1239]
dateline: Rome, 11 décembre. bbox=[536, 1576, 637, 1588]
paragraph: De tous côtés, — qu'on lise les journaux de l'époque — on répétait que M. Gambetta était le véritable chef de la Commune, qu'il dirigeait par l'entremise de M. Ranc, et on parlait de les appréhender tous les deux. bbox=[240, 913, 464, 967]
ad-hours: Le magasin est ouvert de 9 h. du matin à 10 heures du soir. bbox=[1140, 595, 1373, 618]
paragraph: Art. 2. M. le directeur des contributions indirectes est chargé de l'exécution de la présente décision. bbox=[708, 1093, 933, 1126]
paragraph: Je ne puis laisser passer sans protestation un article qui ferait croire que mon frère, oubliant les devoirs de sa profession bbox=[240, 1620, 464, 1653]
paragraph: Fait aujourd'hui, ...... novembre. bbox=[1138, 70, 1293, 82]
letter-heading: 4e lettre de M. Rochefort à Albert Joly. bbox=[493, 730, 680, 742]
paragraph: Le demande que j'ai faite auprès de vous a été non seulement acceptée, mais désirée par Rochefort. bbox=[474, 312, 699, 345]
paragraph: Ce que nous voulons a été déjà exposé dans le programme du conseil secret publié. Nous sommes des soldats de la liberté, de l'humanité, et nous sommes prêts à tout endurer pour réveiller bbox=[708, 1620, 933, 1674]
paragraph: Le Moniteur officiel a publié un arrêté de M. le ministre des finances ainsi conçu : bbox=[708, 936, 933, 958]
paragraph: La justice doit également être considérée comme une chose relative et non absolue. Elle existe conformément aux lois et aux exigences sociales. bbox=[943, 617, 1118, 670]
paragraph: Le lendemain, M. Rochefort répondait à cet article du Voltaire en déclarant que Albert Joly avait fait des démarches auprès de M. Thiers, c'était sans son propre aveu et en dehors de lui. Il disait : bbox=[6, 950, 230, 1004]
paragraph: De M. Ernest Picard, qui, jusqu'à sa mort, a qualifié M. Gambetta, à qui il n'a jamais pardonné de lui avoir, au 4 Septembre, coupé sous le pied le ministère de l'intérieur ? bbox=[240, 782, 464, 825]
letter-salutation: Monsieur le Directeur, bbox=[1138, 981, 1247, 993]
ad-connector: au bbox=[1247, 526, 1265, 542]
paragraph: De M. Jules Favre, dont M. Gambetta, en signe de protestation et d'hostilité, n'a pas même suivi le convoi ; bbox=[240, 749, 464, 781]
summary: La crémation des corps à Rome.—La santé de Garibaldi et son siège de député. — Fidélité au reportage. bbox=[474, 1589, 699, 1623]
paragraph: MM. B. Sax et Victor Jaclard se sont présentés hier, à quatre heures et demie, aux bureaux du Voltaire, et ont remis à M. Reinach la lettre suivante : bbox=[474, 1239, 699, 1283]
letter-salutation: Monsieur, bbox=[485, 1283, 533, 1295]
paragraph: J'ai honte d'exposer ces faits, car mon cœur se serre quand je pense que nous nous sommes qui existent dans notre société ! Il suffit de dire que les juifs sont arrivés à se moquer de nos lois et de notre religion. Quant aux autres nations, on n'a qu'à voir comment elles nous traitent. Nous avons que vous n'avez plus de sentiments nobles. bbox=[943, 1452, 1118, 1558]
paragraph: J'ai commis un meurtre ! un sacrilège ! Dieu me pardonnera, la société me condamnera ! La loi le veut ; je m'y soumets, car la condamnation de la société m'absoudra devant le Créateur et la postérité. bbox=[943, 1827, 1118, 1902]
ad-trade: JOAILLIER, BIJOUTIER bbox=[1187, 169, 1326, 225]
paragraph: La température depuis l'opération jusqu'au jour de convalescence a varié de 40 degrés jusqu'à 37 1/2 centigrade et le pouls de 140 à 80 pulsations. bbox=[1127, 1769, 1386, 1802]
article-subheading: LES DOCUMENTS. bbox=[774, 1177, 867, 1188]
signature: HENRI ROCHEFORT. bbox=[593, 895, 689, 906]
signature-closing: Votre bien dévoué, bbox=[606, 347, 689, 358]
letter-salutation: Mon cher Joly, bbox=[485, 772, 554, 784]
paragraph: De M. Dufaure, qui l'exécrait comme il l'exècre encore ; bbox=[240, 726, 464, 749]
paragraph: C'est, en effet, un simple exposé de documents que nous voulons faire ici, en l'accompagnant des explications indispensables à l'intelligence des choses. bbox=[6, 518, 230, 562]
paragraph: Je ne demande pas de pitié ; j'ai fait mon devoir de Roumain ; je ne demande que l'application de la loi dans toute sa rigueur ; je demande, l'implore que la société active mon jugement pour que je ne reste pas au salut du pays, afin de ne pas enlever le pays ne fait le sort des générations, mais une prompte condamnation des que d'une autre manière, qu'elle soit de une manière plus juste. bbox=[943, 1902, 1118, 2030]
paragraph: Ne pas vous en a pas la société, qu'il ne soit pas dans la société le tout et le meurtre. Voilà pourquoi j'ai sacrifié ma vie et je me sacrifierai de toute mon âme et mon cœur, mais ma patrie et je m'y soumets. bbox=[943, 2127, 1118, 2203]
paragraph: Et à l'appui de cette protestation, M. Barthélemy Joly produit les lettres suivantes : bbox=[474, 59, 699, 81]
signature: Signé : Comte DELLA SALA. bbox=[93, 310, 220, 321]
paragraph: Vous riez... car vous ne croyez plus en Dieu. Et, pour tout ce que je vous dis vous rirez. Les méchants ne croient plus en Dieu qui n'a jamais abandonné le pays martyr. J'ai oublié mon épouse adorée, j'ai oublié mes enfants qui resteront orphelins, j'ai oublié une tendre mère, j'ai oublié mes frères et mes sœurs bien-aimés, je me suis oublié moi-même pour notre bien commun, pour la Roumanie qui souffre, qui marche à pas rapides vers l'abîme et vers la ruine. bbox=[943, 1559, 1118, 1708]
paragraph: de transport, qui, d'après les ordres de Votre Excellence, ont été mis à ma disposition, facilitant la surveillance que je suis à même d'exercer personnellement, ou par M. le lieutenant-colonel Thurneyssen. C'est, en effet, d'une surveillance active et incessante que j'attends les meilleurs résultats pour la répression sérieuse du trafic des esclaves. bbox=[6, 26, 230, 112]
article-subheading: en Roumanie. bbox=[787, 780, 854, 792]
column-1 bbox=[6, 26, 230, 1912]
paragraph: Veuillez, je vous prie, monsieur, désigner deux amis qui puissent s'entendre avec les miens. bbox=[474, 1360, 699, 1393]
paragraph: Mais comme homme libre, qu'il me soit permis d'exposer brièvement ce que veut le conseil secret, ce que je veux moi-même et pourquoi j'ai pris la décision de me sacrifier. bbox=[943, 38, 1118, 102]
paragraph: écoutez ses sages conseils. Rappelez-vous que j'ai été un mauvais père, mais un bon Roumain, que cela vous console. bbox=[1127, 26, 1386, 59]
divider bbox=[1134, 583, 1379, 584]
column-rule bbox=[235, 26, 236, 1912]
quote: « M. Rochefort après avoir déclaré qu'il n'a pas demandé M° Lachaud, avoue, pour le défendre devant le conseil de guerre, ajoute : bbox=[240, 1489, 464, 1521]
country-heading: FRANCE bbox=[94, 393, 142, 405]
ad-prix: DE PRIX bbox=[1206, 402, 1307, 425]
letter-salutation: Roumains, bbox=[795, 1455, 846, 1467]
quote: « Je réponds aujourd'hui que c'est au mois de juillet 1871 que M. Gambetta a reçu de M. Henri Rochefort la lettre que j'ai publiée hier, et qu'elle est connue depuis cette époque par plusieurs amis de M. Gambetta. » bbox=[240, 1282, 464, 1336]
paragraph: Veuillez, quoi qu'il arrive, monsieur, agréer l'expression de mes sentiments les plus distingués. bbox=[474, 470, 699, 503]
paragraph: Hier, ainsi que le Soir l'a annoncé dans ses informations parlementaires, M. Rochefort se rendit au palais Bourbon dans le but de parler à M. Gambetta, ce qu'il ne put faire. bbox=[240, 1336, 464, 1379]
signature-closing: Votre bien dévoué, bbox=[606, 223, 689, 234]
paragraph: Les Grecs et les Romains brûlaient leurs morts et recueillaient leurs cendres pour les conserver fidèlement. L'essence pure de l'être, l'âme, s'étant envolée vers les cieux, que pouvait-il rester de son serviteur, le corps ? Rien, moins que rien, un peu de poussière au fond d'une urne ; assez cependant pour laisser aux vivants une chère relique à vénérer. Les Égyptiens les embaumaient et leur assuraient pour l'éternité une apparence de vie. De l'être essentiel dans la terre, aucun attentat ne vint, et, comme dans la fresque d'Orcagna, une personne que vous avez chérie vous apparaissait du fond de la tombe, vous reculeriez d'effroi et de dégoût. Nul n'est obligé d'avoir recours au procédé crématoire ; mais qu'il en puisse user s'il lui convient. L'ennui, c'est que le principal intéressé n'en goûte pas les douceurs, et comme Galileo pour son feu d'artifice, soit incapable de renouveler différemment son expérience après l'avoir une fois tentée. bbox=[708, 486, 933, 721]
letter-heading: 2e lettre de M. Rochefort à Albert Joly. bbox=[493, 520, 680, 532]
letter-heading: 3e lettre de M. Rochefort à Albert Joly. bbox=[493, 631, 680, 643]
signature: HENRI ROCHEFORT. bbox=[593, 616, 689, 627]
paragraph: Tout ce que je voudrais obtenir, ce serait qu'il est possible, que la peine qui sera prononcée contre moi, et qui se composera, je crois, d'une assez forte dose d'années de prison, soit convertie en bannissement. Je suis extrêmement souffrant, et je n'ai aucune envie de me mêler aux agitations politiques. J'aurais voulu m'exiler soit en Angleterre, soit en Italie, et y achever une histoire du second Empire, qui m'est commandée. Je m'engage à débarrasser la France de moi pendant un temps illimité. bbox=[6, 1604, 230, 1733]
paragraph: giénique ou insalubre ! un bon four c'est la toute d'abord : on sera toujours à temps d'en voir les inconvénients — quand il sera construit. bbox=[708, 26, 933, 69]
